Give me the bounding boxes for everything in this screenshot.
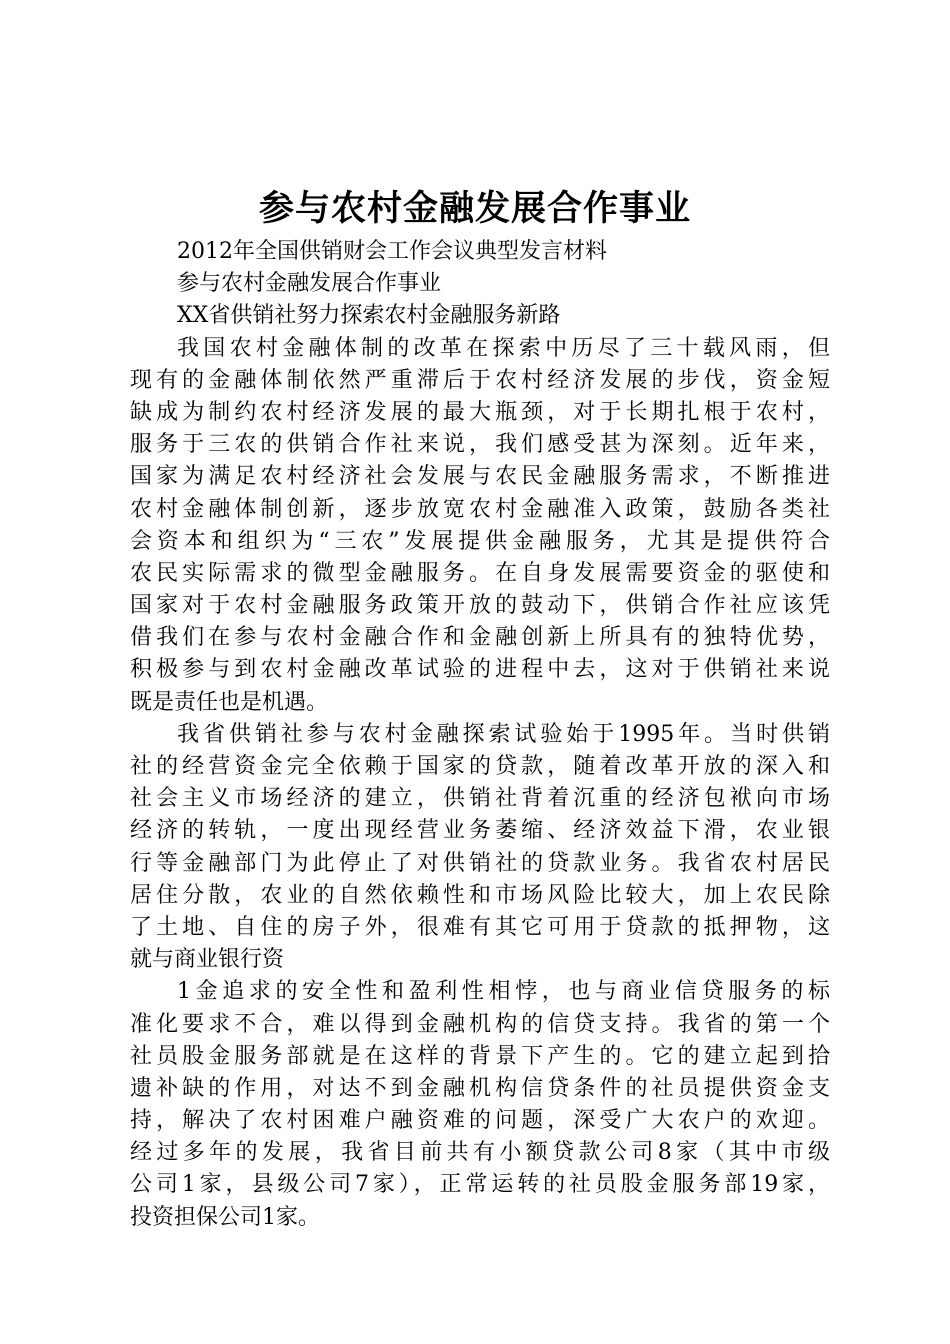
paragraph-line: 农民实际需求的微型金融服务。在自身发展需要资金的驱使和 (130, 560, 830, 586)
paragraph (130, 976, 830, 1234)
paragraph-line: 1金追求的安全性和盈利性相悖，也与商业信贷服务的标 (177, 979, 830, 1005)
paragraph-line: 持，解决了农村困难户融资难的问题，深受广大农户的欢迎。 (130, 1108, 830, 1134)
paragraph-line: 准化要求不合，难以得到金融机构的信贷支持。我省的第一个 (130, 1011, 830, 1037)
paragraph-line: 经过多年的发展，我省目前共有小额贷款公司8家（其中市级 (130, 1140, 830, 1166)
paragraph-line: 我省供销社参与农村金融探索试验始于1995年。当时供销 (177, 721, 830, 747)
subtitle-line: 2012年全国供销财会工作会议典型发言材料 (177, 239, 607, 264)
paragraph-line: 国家为满足农村经济社会发展与农民金融服务需求，不断推进 (130, 464, 830, 490)
paragraph-line: 居住分散，农业的自然依赖性和市场风险比较大，加上农民除 (130, 882, 830, 908)
paragraph-line: 遗补缺的作用，对达不到金融机构信贷条件的社员提供资金支 (130, 1075, 830, 1101)
paragraph-line: 积极参与到农村金融改革试验的进程中去，这对于供销社来说 (130, 657, 830, 683)
paragraph-line: 农村金融体制创新，逐步放宽农村金融准入政策，鼓励各类社 (130, 496, 830, 522)
paragraph-line: 社的经营资金完全依赖于国家的贷款，随着改革开放的深入和 (130, 754, 830, 779)
paragraph-line: 投资担保公司1家。 (130, 1204, 320, 1230)
paragraph-line: 了土地、自住的房子外，很难有其它可用于贷款的抵押物，这 (130, 914, 830, 940)
subtitle-line: XX省供销社努力探索农村金融服务新路 (177, 303, 561, 329)
paragraph-line: 行等金融部门为此停止了对供销社的贷款业务。我省农村居民 (130, 850, 830, 876)
paragraph-line: 公司1家，县级公司7家），正常运转的社员股金服务部19家， (130, 1172, 830, 1198)
paragraph-line: 国家对于农村金融服务政策开放的鼓动下，供销合作社应该凭 (130, 593, 830, 619)
paragraph (130, 333, 830, 719)
document-title: 参与农村金融发展合作事业 (258, 189, 691, 229)
paragraph-line: 会资本和组织为“三农”发展提供金融服务，尤其是提供符合 (130, 528, 830, 554)
paragraph-line: 借我们在参与农村金融合作和金融创新上所具有的独特优势， (130, 625, 830, 651)
paragraph (130, 719, 830, 977)
paragraph-line: 服务于三农的供销合作社来说，我们感受甚为深刻。近年来， (130, 432, 830, 458)
paragraph-line: 现有的金融体制依然严重滞后于农村经济发展的步伐，资金短 (130, 367, 830, 393)
paragraph-line: 社会主义市场经济的建立，供销社背着沉重的经济包袱向市场 (130, 786, 830, 812)
paragraph-line: 既是责任也是机遇。 (130, 689, 329, 715)
paragraph-line: 我国农村金融体制的改革在探索中历尽了三十载风雨，但 (177, 335, 830, 361)
subtitle-line: 参与农村金融发展合作事业 (177, 271, 442, 297)
paragraph-line: 就与商业银行资 (130, 947, 285, 973)
paragraph-line: 经济的转轨，一度出现经营业务萎缩、经济效益下滑，农业银 (130, 818, 830, 844)
paragraph-line: 缺成为制约农村经济发展的最大瓶颈，对于长期扎根于农村， (130, 399, 830, 425)
paragraph-line: 社员股金服务部就是在这样的背景下产生的。它的建立起到拾 (130, 1043, 830, 1069)
document-body (130, 236, 830, 1234)
